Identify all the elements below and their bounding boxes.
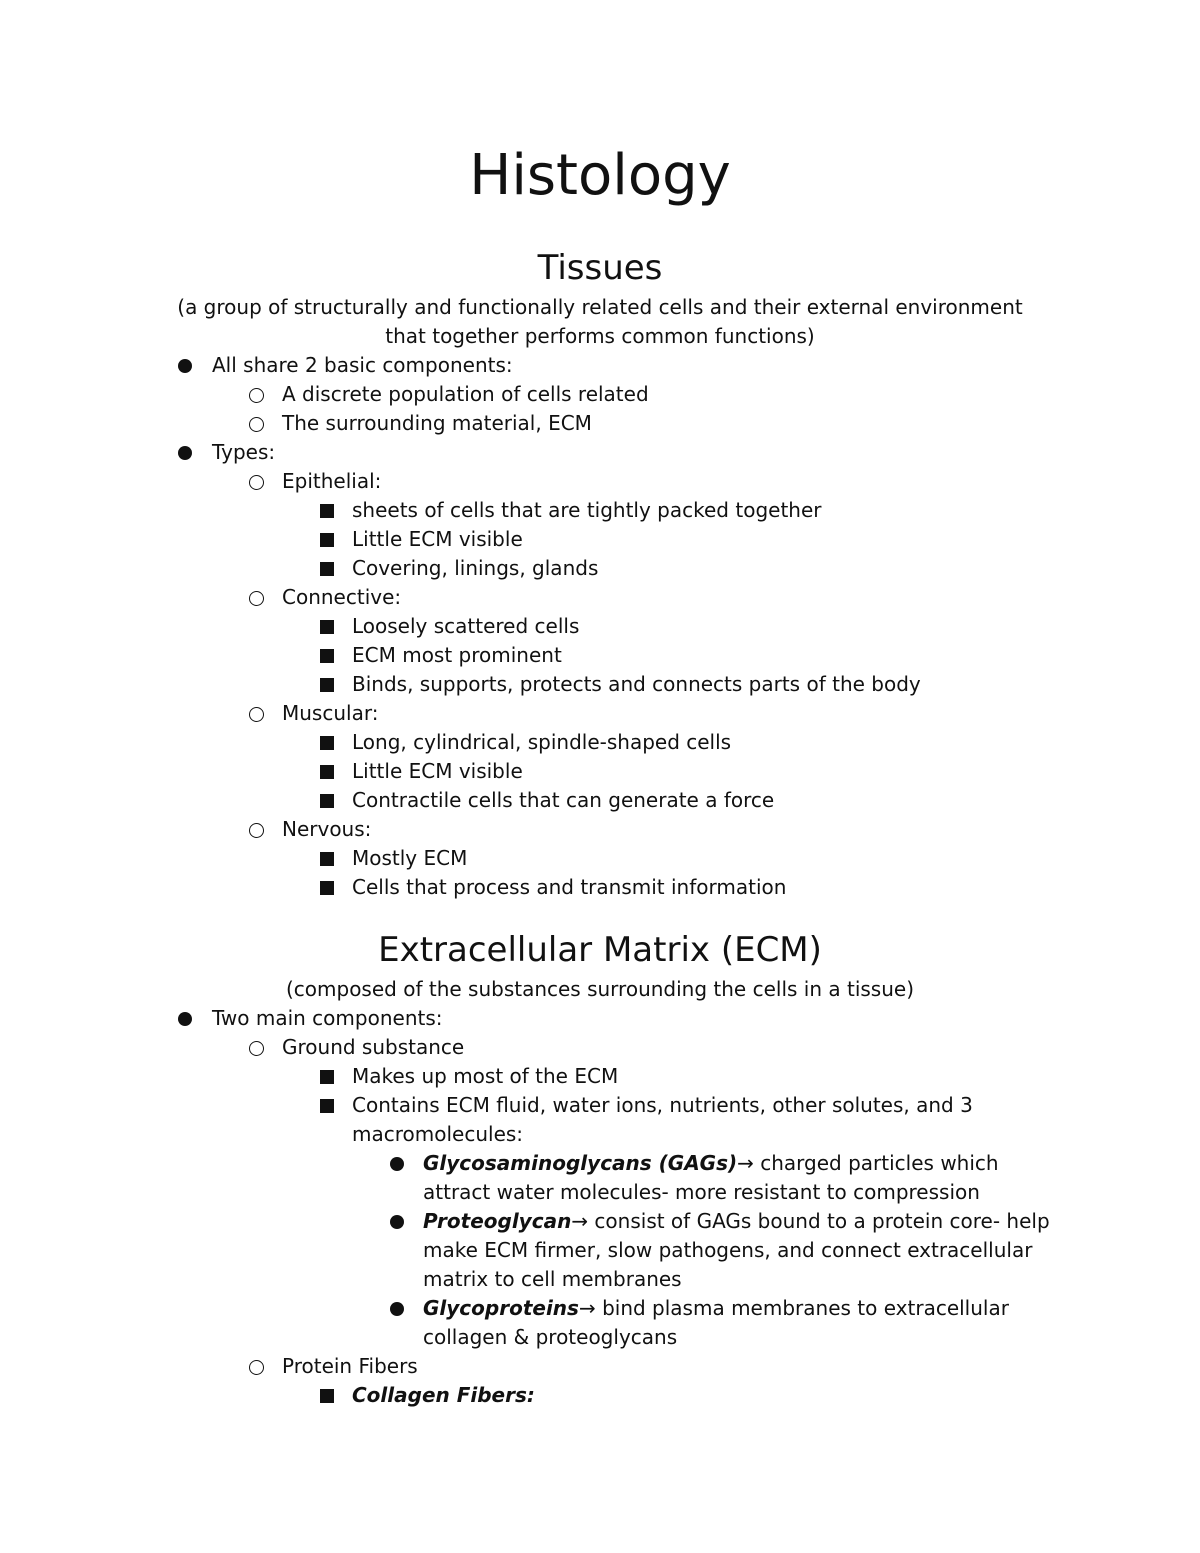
list-item <box>0 409 1200 438</box>
square-bullet-icon <box>320 881 334 895</box>
list-item <box>0 641 1200 670</box>
square-bullet-icon <box>320 1099 334 1113</box>
protein-fibers-label: Protein Fibers <box>282 1354 418 1378</box>
list-item <box>0 844 1200 873</box>
list-item <box>0 525 1200 554</box>
list-item <box>0 496 1200 525</box>
square-bullet-icon <box>320 1070 334 1084</box>
tissues-heading: Tissues <box>537 248 663 288</box>
connective-item: Loosely scattered cells <box>352 614 580 638</box>
macromolecule-term: Glycoproteins <box>423 1296 579 1320</box>
ground-substance-label: Ground substance <box>282 1035 465 1059</box>
component-item: The surrounding material, ECM <box>282 411 592 435</box>
hollow-bullet-icon <box>249 1041 264 1056</box>
tissues-list <box>0 351 1200 902</box>
hollow-bullet-icon <box>249 823 264 838</box>
ecm-components-label: Two main components: <box>212 1006 443 1030</box>
square-bullet-icon <box>320 765 334 779</box>
list-item <box>0 1294 1200 1352</box>
list-item <box>0 815 1200 844</box>
hollow-bullet-icon <box>249 388 264 403</box>
epithelial-item: Little ECM visible <box>352 527 523 551</box>
filled-bullet-icon <box>178 359 192 373</box>
list-item <box>0 438 1200 467</box>
list-item <box>0 786 1200 815</box>
list-item <box>0 1352 1200 1381</box>
collagen-fibers-label: Collagen Fibers: <box>352 1383 535 1407</box>
ground-substance-item: Contains ECM fluid, water ions, nutrients, other solutes, and 3 macromolecules: <box>352 1093 973 1146</box>
types-label: Types: <box>212 440 276 464</box>
filled-bullet-icon <box>178 1012 192 1026</box>
macromolecule-description: → charged particles which attract water molecules- more resistant to compression <box>423 1151 999 1204</box>
square-bullet-icon <box>320 504 334 518</box>
muscular-item: Little ECM visible <box>352 759 523 783</box>
macromolecule-term: Proteoglycan <box>423 1209 572 1233</box>
document-title: Histology <box>469 143 731 208</box>
square-bullet-icon <box>320 736 334 750</box>
epithelial-item: Covering, linings, glands <box>352 556 599 580</box>
filled-bullet-icon <box>390 1302 404 1316</box>
list-item <box>0 467 1200 496</box>
connective-item: ECM most prominent <box>352 643 562 667</box>
list-item <box>0 1062 1200 1091</box>
tissues-definition-line-1: (a group of structurally and functionally related cells and their external environment <box>177 295 1023 319</box>
list-item <box>0 583 1200 612</box>
square-bullet-icon <box>320 620 334 634</box>
list-item <box>0 1004 1200 1033</box>
muscular-label: Muscular: <box>282 701 379 725</box>
ecm-definition: (composed of the substances surrounding the cells in a tissue) <box>285 977 915 1001</box>
list-item <box>0 1381 1200 1410</box>
square-bullet-icon <box>320 852 334 866</box>
components-label: All share 2 basic components: <box>212 353 513 377</box>
square-bullet-icon <box>320 533 334 547</box>
square-bullet-icon <box>320 678 334 692</box>
list-item <box>0 670 1200 699</box>
component-item: A discrete population of cells related <box>282 382 649 406</box>
ground-substance-item: Makes up most of the ECM <box>352 1064 619 1088</box>
nervous-label: Nervous: <box>282 817 372 841</box>
macromolecule-description: → bind plasma membranes to extracellular collagen & proteoglycans <box>423 1296 1009 1349</box>
list-item <box>0 612 1200 641</box>
list-item <box>0 554 1200 583</box>
hollow-bullet-icon <box>249 417 264 432</box>
ecm-list <box>0 1004 1200 1410</box>
list-item <box>0 757 1200 786</box>
macromolecule-term: Glycosaminoglycans (GAGs) <box>423 1151 738 1175</box>
hollow-bullet-icon <box>249 1360 264 1375</box>
list-item <box>0 380 1200 409</box>
filled-bullet-icon <box>390 1215 404 1229</box>
square-bullet-icon <box>320 1389 334 1403</box>
list-item <box>0 1091 1200 1149</box>
nervous-item: Cells that process and transmit information <box>352 875 787 899</box>
muscular-item: Long, cylindrical, spindle-shaped cells <box>352 730 732 754</box>
nervous-item: Mostly ECM <box>352 846 468 870</box>
hollow-bullet-icon <box>249 707 264 722</box>
connective-label: Connective: <box>282 585 402 609</box>
epithelial-item: sheets of cells that are tightly packed together <box>352 498 822 522</box>
list-item <box>0 1033 1200 1062</box>
ecm-heading: Extracellular Matrix (ECM) <box>378 930 822 970</box>
list-item <box>0 1207 1200 1294</box>
connective-item: Binds, supports, protects and connects parts of the body <box>352 672 921 696</box>
list-item <box>0 873 1200 902</box>
square-bullet-icon <box>320 562 334 576</box>
epithelial-label: Epithelial: <box>282 469 382 493</box>
list-item <box>0 699 1200 728</box>
square-bullet-icon <box>320 794 334 808</box>
tissues-definition-line-2: that together performs common functions) <box>385 324 815 348</box>
hollow-bullet-icon <box>249 591 264 606</box>
macromolecule-description: → consist of GAGs bound to a protein core- help make ECM firmer, slow pathogens, and connect extracellular matrix to cell membranes <box>423 1209 1050 1291</box>
filled-bullet-icon <box>390 1157 404 1171</box>
list-item <box>0 351 1200 380</box>
list-item <box>0 1149 1200 1207</box>
muscular-item: Contractile cells that can generate a force <box>352 788 775 812</box>
square-bullet-icon <box>320 649 334 663</box>
filled-bullet-icon <box>178 446 192 460</box>
hollow-bullet-icon <box>249 475 264 490</box>
list-item <box>0 728 1200 757</box>
